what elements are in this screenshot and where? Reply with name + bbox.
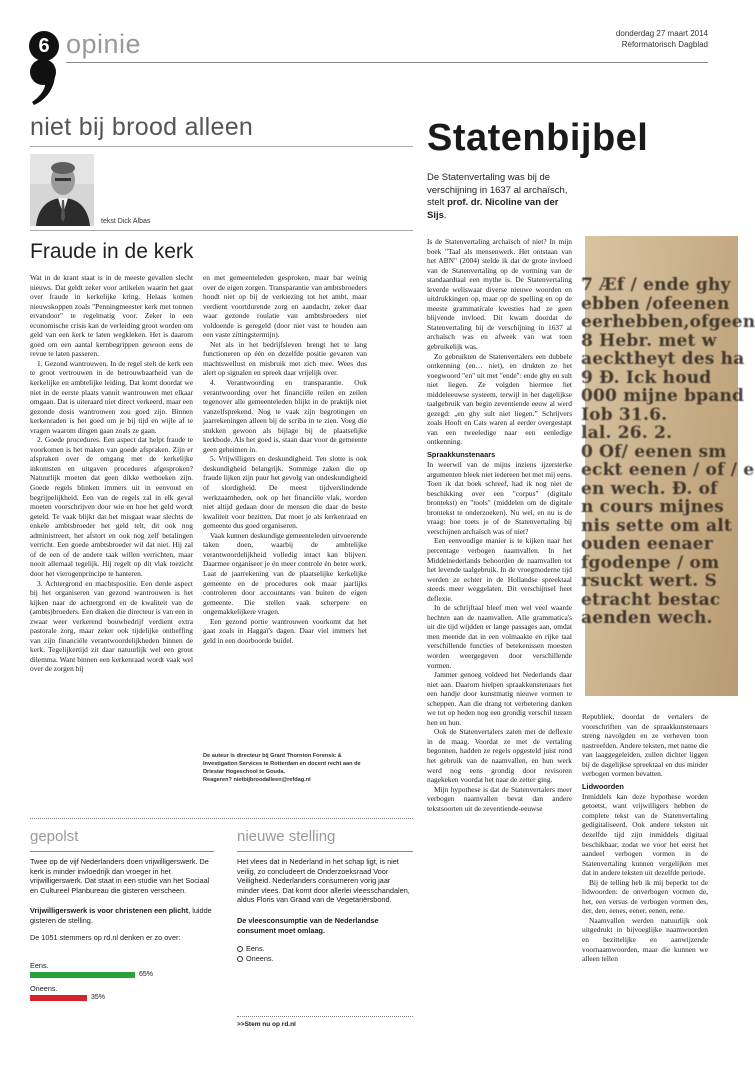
bible-print-line: aecktheyt des ha (581, 349, 745, 369)
contact-email[interactable]: Reageren? nietbijbroodalleen@refdag.nl (203, 777, 311, 783)
paragraph: 1. Gezond wantrouwen. In de regel stelt de kerk een te groot vertrouwen in de betrouwbaarheid van de kerkelijke en ambtelijke leiding. Dat komt doordat we niet in de eerste plaats vanuit wantrouwen met elkaar omgaan. Dat is uiteraard niet direct verkeerd, maar een gezonde dosis wantrouwen zou goed zijn. Binnen kerkenraden is het goed om je bij tijd en wijle af te vragen waarom dingen gaan zoals ze gaan. (30, 358, 193, 435)
paragraph: Republiek, doordat de vertalers de voorschriften van de spraakkunstenaars streng navolgden en ze verheven toon nastreefden. Andere teksten, met name die van laaggegeleiden, zullen dichter liggen bij de dagelijkse spreektaal en dus minder verbogen vormen bevatten. (582, 712, 708, 779)
paragraph: Naamvallen werden natuurlijk ook uitgedrukt in bijvoeglijke naamwoorden en bezittelijke en aanwijzende voornaamwoorden, maar die kunnen we alleen tellen (582, 915, 708, 964)
paragraph: 2. Goede procedures. Een aspect dat helpt fraude te voorkomen is het maken van goede afspraken. Zijn er afspraken over de omgang met de kerkelijke inkomsten en uitgaven procedures afgesproken? Natuurlijk moeten dat geen dikke wetboeken zijn. Goede regels blinken immers uit in eenvoud en begrijpelijkheid. Een van de regels zal in elk geval moeten voorschrijven door wie en hoe het geld wordt geteld. Te vaak blijkt dat het misgaat waar slechts de enkele ambtsbroeder het geld telt, dit ook nog administreert, het afstort en ook nog zelf betalingen verricht. Een goede ambtsbroeder wil dat niet. Hij zal of de een of de andere taak willen verrichten, maar nooit allemaal tegelijk. Hij regelt op dit vlak toezicht door het vierogenprincipe te hanteren. (30, 435, 193, 578)
poll-intro: Twee op de vijf Nederlanders doen vrijwilligerswerk. De kerk is minder invloedrijk dan vroeger in het vrijwilligerswerk. Dat staat in een studie van het Sociaal en Cultureel Planbureau die gisteren verscheen. (30, 857, 210, 895)
bible-print-image (581, 236, 755, 696)
new-statement-rule (237, 851, 413, 852)
bible-print-line: 8 Hebr. met w (581, 330, 717, 351)
paragraph: 5. Vrijwilligers en deskundigheid. Ten slotte is ook deskundigheid belangrijk. Sommige zaken die op fraude lijken zijn puur het gevolg van ondeskundigheid of slordigheid. De meest tijdverslindende werkzaamheden, ook op het financiële vlak, worden niet altijd gedaan door de mensen die daar de beste kwaliteit voor bezitten. Dat moet je als kerkenraad en gemeente dus goed organiseren. (203, 454, 367, 531)
standfirst-author: prof. dr. Nicoline van der Sijs (427, 197, 559, 221)
paragraph: Wat in de krant staat is in de meeste gevallen slecht nieuws. Dat geldt zeker voor artikelen waarin het gaat over fraude in kerkelijke kring. Helaas komen nieuwskoppen zoals "Penningmeester kerk met tonnen ervandoor" te regelmatig voor. Zeker in een economische crisis kan de verleiding groot worden om geld van een kerk te laten wegkleken. Het is daarom goed om een aantal kernbegrippen gewoon eens de revue te laten passeren. (30, 273, 193, 359)
subhead: Lidwoorden (582, 781, 624, 791)
subhead: Spraakkunstenaars (427, 450, 496, 460)
paragraph: Mijn hypothese is dat de Statenvertalers meer verbogen naamvallen bevat dan andere tekstsoorten uit de zeventiende-eeuwse (427, 784, 572, 813)
column-bottom-rule (30, 818, 413, 819)
column-top-rule (30, 146, 413, 147)
standfirst-text: De Statenvertaling was bij de verschijning in 1637 al archaïsch, stelt (427, 172, 568, 208)
paragraph: Zo gebruikten de Statenvertalers een dubbele ontkenning (en… niet), en drukten ze het voegwoord "en" uit met "ende": ende ghy en sult niet liegen. Ze volgden hiermee het middeleeuwse systeem, terwijl in het dagelijkse taalgebruik van begin zeventiende eeuw al werd gezegd: „en ghy sult niet liegen.” Schrijvers zoals Hooft en Cats waren al eerder overgestapt van een tweeledige naar een eenledige ontkenning. (427, 351, 572, 447)
paragraph: Inmiddels kan deze hypothese worden getoetst, want vrijwilligers hebben de complete tekst van de Statenvertaling gedigitaliseerd. Ook andere teksten uit dezelfde tijd zijn inmiddels digitaal beschikbaar, zodat we voor het eerst het aandeel verbogen vormen in de Statenvertaling kunnen vergelijken met dat in andere teksten uit dezelfde periode. (582, 791, 708, 878)
feature-headline: Statenbijbel (427, 117, 649, 159)
paragraph: Ook de Statenvertalers zaten met de deflexie in de maag. Voordat ze met de vertaling begonnen, hadden ze regels opgesteld juist rond het gebruik van de naamvallen, en hun werk werd nog eens grondig door revisoren nagekeken voordat het naar de zetter ging. (427, 727, 572, 785)
vote-option-label: Eens. (246, 944, 265, 953)
column-body-col1 (30, 273, 193, 793)
feature-body-col1 (427, 237, 572, 1059)
bible-print-line: 7 Æf / ende ghy (581, 275, 731, 295)
paragraph: Een eenvoudige manier is te kijken naar het percentage verbogen naamvallen. In het Middelnederlands behoorden de naamvallen tot het levende taalgebruik. In de vroegmoderne tijd werden ze echter in de Hollandse spreektaal steeds meer weggelaten. Dit verschijnsel heet deflexie. (427, 536, 572, 603)
bible-print-line: ouden eenaer (581, 534, 713, 554)
bible-print-line: 0 Of/ eenen sm (581, 441, 727, 462)
standfirst-end: . (443, 209, 447, 221)
bible-print-text (581, 275, 755, 628)
paragraph: Bij de telling heb ik mij beperkt tot de lidwoorden: de onverbogen vormen de, het, een versus de verbogen vormen des, der, den, eenes, eener, eenen, eene. (582, 877, 708, 916)
bible-print-line: nis sette om alt (581, 515, 732, 536)
vote-divider (237, 1016, 413, 1017)
poll-result-no (30, 984, 214, 1004)
author-photo (30, 154, 94, 226)
paragraph: Een gezond portie wantrouwen voorkomt dat het gaat zoals in Haggaï's dagen. Daar viel immers het geld in een doorboorde buidel. (203, 616, 367, 645)
author-bio (203, 752, 373, 784)
feature-body-col2 (582, 712, 708, 1062)
bible-print-line: eerhebben,ofgeen (581, 312, 755, 332)
author-credit: tekst Dick Albas (101, 218, 151, 225)
comma-mark (28, 58, 58, 106)
bible-print-line: 9 Ð. Ick houd (581, 367, 712, 388)
bible-print-line: en wech. Ð. of (581, 478, 718, 499)
page-header (0, 0, 738, 120)
bible-print-line: Iob 31.6. (581, 404, 668, 425)
poll-statement: Vrijwilligerswerk is voor christenen een plicht (30, 906, 189, 915)
bible-print-line: lal. 26. 2. (581, 423, 673, 443)
page-number: 6 (38, 35, 50, 57)
feature-standfirst (427, 172, 572, 222)
column-body-col2 (203, 273, 367, 723)
bible-print-line: etracht bestac (581, 589, 721, 610)
poll-label: Eens. (30, 961, 49, 970)
poll-label: Oneens. (30, 984, 58, 993)
radio-icon[interactable] (237, 956, 243, 962)
paragraph: 3. Achtergrond en machtspositie. Een derde aspect bij het organiseren van gezond wantrouwen is het kijken naar de achtergrond en de kwaliteit van de (ambts)broeders. Een diaken die directeur is van een in zwaar weer verkerend bouwbedrijf verdient extra pastorale zorg, maar zeker ook tijdelijke ontheffing van zijn financiële verantwoordelijkheden binnen de kerk. Tegelijkertijd zit daar natuurlijk wel een grout dilemma. Want binnen een kerkenraad wordt vaak wel over de zorgen bij (30, 578, 193, 674)
poll-bar-no (30, 995, 87, 1001)
poll-respondents: De 1051 stemmers op rd.nl denken er zo over: (30, 933, 181, 942)
paragraph: Vaak kunnen deskundige gemeenteleden uitvoerende taken doen, waarbij de ambtelijke verantwoordelijkheid volledig intact kan blijven. Daarmee organiseer je én meer controle én beter werk. Laat de jaarrekening van de plaatselijke kerkelijke gemeente en de procedures ook maar jaarlijks controleren door accountants van buiten de eigen gemeente. Die stellen vaak scherpere en ongemakkelijkere vragen. (203, 530, 367, 617)
poll-statement-suffix: , luidde gisteren de stelling. (30, 906, 212, 925)
vote-link[interactable]: >>Stem nu op rd.nl (237, 1021, 296, 1028)
issue-date: donderdag 27 maart 2014 (615, 29, 708, 38)
paragraph: In de schrijftaal bleef men wel veel waarde hechten aan de naamvallen. Alle grammatica's uit die tijd wijdden er lange passages aan, omdat men meende dat in een volmaakte en rijke taal verschillende functies of betekenissen moesten worden weergegeven door verschillende vormen. (427, 603, 572, 670)
paragraph: en met gemeenteleden gesproken, maar bar weinig over de eigen zorgen. Transparantie van ambtsbroeders houdt niet op bij de verkiezing tot het ambt, maar verdient voortdurende zorg en aandacht, zeker daar waar gezonde roulatie van ambtsbroeders niet voldoende is geregeld (door niet vast te houden aan een vaste zittingstermijn). (203, 273, 367, 340)
paragraph: Net als in het bedrijfsleven brengt het te lang functioneren op één en dezelfde positie gevaren van machtswellust en misbruik met zich mee. Wees dus alert op signalen en spreek daar vrijelijk over. (203, 339, 367, 378)
paragraph: 4. Verantwoording en transparantie. Ook verantwoording over het financiële reilen en zeilen tegenover alle gemeenteleden blijkt in de praktijk niet vanzelfsprekend. Nog te vaak zijn begrotingen en jaarrekeningen alleen bij de scriba in te zien. Voeg die stukken gewoon als bijlage bij de plaatselijke kerkbode. Als het goed is, staan daar voor de gemeente geen geheimen in. (203, 378, 367, 454)
vote-option-no[interactable] (237, 954, 274, 964)
bible-print-line: 000 mijne bpand (581, 386, 745, 406)
column-headline: Fraude in de kerk (30, 240, 194, 263)
poll-result-yes (30, 961, 214, 981)
section-title: opinie (66, 29, 142, 59)
bible-print-line: n cours mijnes (581, 497, 724, 517)
bio-text: De auteur is directeur bij Grant Thornton Forensic & Investigation Services te Rotterdam en docent recht aan de Driestar Hogeschool te Gouda. (203, 753, 361, 775)
poll-percent-yes: 65% (139, 971, 154, 978)
poll-percent-no: 35% (91, 994, 106, 1001)
paragraph: In weerwil van de mijns inziens ijzersterke argumenten bleek niet iedereen het met mij eens. Toen ik dat boek schreef, had ik nog niet de beschikking over een "corpus" (digitale brontekst) en "tools" (middelen om de digitale brontekst te onderzoeken). Nu wel, en nu is de vraag: hoe toets je of de Statenvertaling bij verschijnen archaïsch was of niet? (427, 460, 572, 536)
column-name: niet bij brood alleen (30, 113, 254, 141)
bible-print-line: eckt eenen / of / e (581, 460, 755, 480)
new-statement-intro: Het vlees dat in Nederland in het schap ligt, is niet veilig, zo concludeert de Onderzoeksraad Voor Veiligheid. Nederlanders consumeren vorig jaar minder vlees. Dat komt door allerlei vleesschandalen, aldus Floris van Graad van de Vegetariërsbond. (237, 857, 410, 905)
poll-title: gepolst (30, 828, 79, 845)
bible-print-line: ebben /ofeenen (581, 293, 730, 314)
photo-rule (30, 230, 413, 231)
bible-print-line: aenden wech. (581, 608, 713, 628)
new-statement-text: De vleesconsumptie van de Nederlandse consument moet omlaag. (237, 916, 379, 935)
paragraph: Jammer genoeg voldeed het Nederlands daar niet aan. Daarom hielpen spraakkunstenaars het een handje door kunstmatig nieuwe vormen te scheppen. Aan die drang tot verbetering danken we tot op heden nog een grondig verschil tussen hen en hun. (427, 670, 572, 727)
bible-print-line: rsuckt wert. S (581, 571, 717, 591)
paper-name: Reformatorisch Dagblad (621, 40, 708, 49)
vote-option-yes[interactable] (237, 944, 265, 954)
poll-statement-block (30, 906, 214, 925)
poll-bar-yes (30, 972, 135, 978)
vote-option-label: Oneens. (246, 954, 274, 963)
header-rule (66, 62, 708, 63)
poll-rule (30, 851, 214, 852)
page-number-badge (29, 31, 59, 61)
new-statement-title: nieuwe stelling (237, 828, 336, 845)
paragraph: Is de Statenvertaling archaïsch of niet? In mijn boek "Taal als mensenwerk. Het ontstaan van het ABN" (2004) stelde ik dat de grote invloed van de Statenvertaling op de vorming van de standaardtaal een mythe is. De Statenvertaling leverde weliswaar diverse nieuwe woorden en uitdrukkingen op, maar op de spelling en op de meeste grammaticale kwesties had ze geen blijvende invloed. Dit kwam doordat de Statenvertaling bij de verschijning in 1637 al archaïsch was en afweek van wat toen gebruikelijk was. (427, 237, 572, 352)
radio-icon[interactable] (237, 946, 243, 952)
bible-print-line: fgodenpe / om (581, 552, 720, 573)
